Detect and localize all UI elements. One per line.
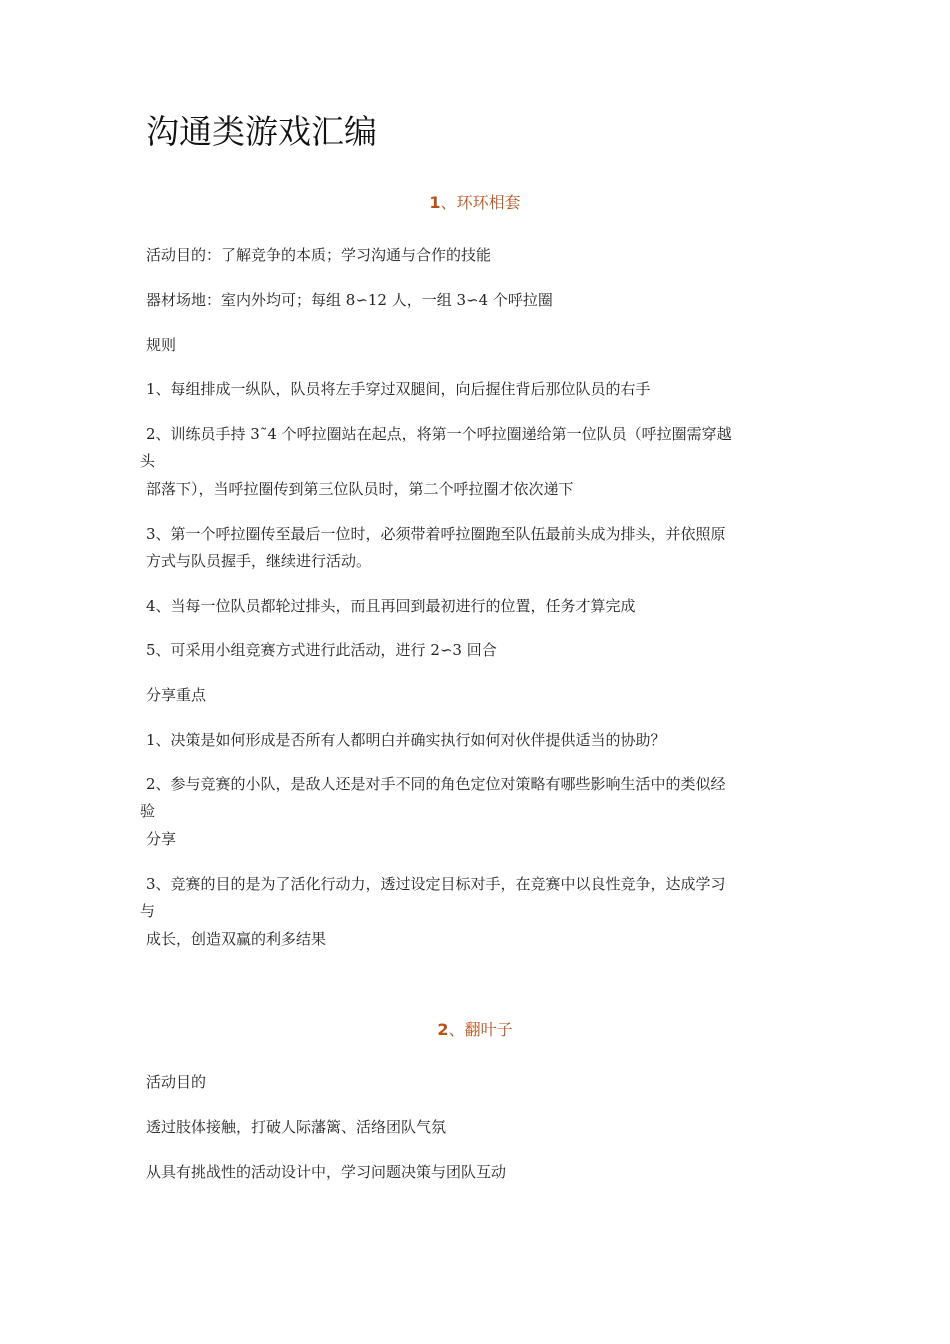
section-1-share-3-line-2: 与 [140, 902, 156, 920]
section-2-number: 2 [437, 1020, 449, 1039]
section-1-number: 1 [429, 193, 441, 212]
section-1-rule-4: 4、当每一位队员都轮过排头，而且再回到最初进行的位置，任务才算完成 [146, 597, 636, 615]
section-1-heading [0, 191, 950, 215]
section-1-share-2-line-3: 分享 [146, 830, 177, 848]
section-2-heading [0, 1018, 950, 1042]
section-2-name: 、翻叶子 [448, 1020, 513, 1039]
section-2-purpose-label: 活动目的 [146, 1073, 207, 1091]
section-2-purpose-1: 透过肢体接触，打破人际藩篱、活络团队气氛 [146, 1118, 447, 1136]
section-1-share-1: 1、决策是如何形成是否所有人都明白并确实执行如何对伙伴提供适当的协助？ [146, 731, 666, 749]
section-1-rule-1: 1、每组排成一纵队，队员将左手穿过双腿间，向后握住背后那位队员的右手 [146, 380, 651, 398]
section-1-rule-2-line-3: 部落下），当呼拉圈传到第三位队员时，第二个呼拉圈才依次递下 [146, 480, 574, 498]
section-1-share-3-line-1: 3、竞赛的目的是为了活化行动力，透过设定目标对手，在竞赛中以良性竞争，达成学习 [146, 875, 726, 893]
section-1-purpose: 活动目的：了解竞争的本质；学习沟通与合作的技能 [146, 246, 492, 264]
section-1-name: 、环环相套 [440, 193, 521, 212]
section-1-rules-label: 规则 [146, 336, 177, 354]
section-1-share-2-line-1: 2、参与竞赛的小队，是敌人还是对手不同的角色定位对策略有哪些影响生活中的类似经 [146, 775, 726, 793]
section-1-rule-2-line-1: 2、训练员手持 3˜4 个呼拉圈站在起点，将第一个呼拉圈递给第一位队员（呼拉圈需穿越 [146, 425, 732, 443]
section-1-rule-3-line-2: 方式与队员握手，继续进行活动。 [146, 552, 372, 570]
section-1-share-3-line-3: 成长，创造双赢的利多结果 [146, 930, 327, 948]
section-2-purpose-2: 从具有挑战性的活动设计中，学习问题决策与团队互动 [146, 1163, 507, 1181]
section-1-share-label: 分享重点 [146, 686, 207, 704]
section-1-rule-5: 5、可采用小组竞赛方式进行此活动，进行 2∽3 回合 [146, 641, 497, 659]
section-1-rule-2-line-2: 头 [140, 452, 156, 470]
section-1-rule-3-line-1: 3、第一个呼拉圈传至最后一位时，必须带着呼拉圈跑至队伍最前头成为排头，并依照原 [146, 525, 726, 543]
section-1-equipment: 器材场地：室内外均可；每组 8∽12 人，一组 3∽4 个呼拉圈 [146, 291, 553, 309]
document-title: 沟通类游戏汇编 [146, 112, 377, 151]
section-1-share-2-line-2: 验 [140, 802, 156, 820]
